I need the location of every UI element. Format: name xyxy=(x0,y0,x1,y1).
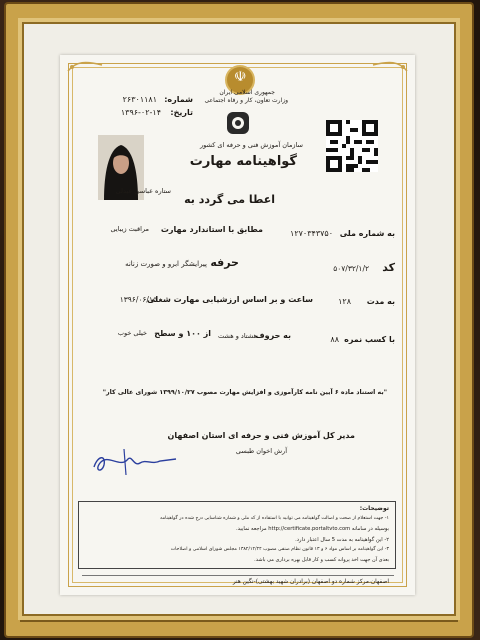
signatory-name: آرش اخوان طبسی xyxy=(235,447,287,455)
notice-line-2: بوسیله در سامانه http://certificate.portaltvto.com مراجعه نمایید. xyxy=(235,526,389,532)
corner-ornament-icon xyxy=(371,61,409,73)
national-id-label: به شماره ملی xyxy=(339,229,395,238)
code-label: کد xyxy=(382,261,395,274)
national-id-value: ۱۲۷۰۳۴۳۷۵۰ xyxy=(290,229,333,238)
code-value: ۵۰۷/۳۲/۱/۲ xyxy=(333,264,369,273)
corner-ornament-icon xyxy=(66,61,104,73)
number-value: ۲۶۳۰۱۱۸۱ xyxy=(122,95,157,104)
score-label: با کسب نمره xyxy=(344,335,395,344)
tvto-logo-icon xyxy=(223,108,253,138)
date-label: تاریخ: xyxy=(170,108,193,117)
recipient-name: ستاره عباسی عیدلی xyxy=(115,187,171,195)
organization-name: سازمان آموزش فنی و حرفه ای کشور xyxy=(199,141,303,149)
certificate-title: گواهینامه مهارت xyxy=(189,154,297,169)
standard-value: مراقبت زیبایی xyxy=(110,225,149,233)
signatory-title: مدیر کل آموزش فنی و حرفه ای استان اصفهان xyxy=(167,431,355,440)
qr-code-icon xyxy=(326,120,378,172)
profession-label: حرفه xyxy=(210,256,239,269)
footer-address: اصفهان،مرکز شماره دو اصفهان (برادران شهید بهشتی)-نگین هنر xyxy=(232,579,389,585)
score-max: از ۱۰۰ و سطح xyxy=(154,329,211,338)
score-words-label: به حروف xyxy=(255,331,291,340)
notice-line-1: ۱- جهت استعلام از صحت و اصالت گواهینامه می توانید با استفاده از کد ملی و شماره شناسایی درج شده در گواهینامه xyxy=(160,516,389,521)
ministry-name: وزارت تعاون، کار و رفاه اجتماعی xyxy=(204,97,288,104)
evaluation-date: ۱۳۹۶/۰۶/۱۵ xyxy=(119,295,157,304)
duration-text: ساعت و بر اساس ارزشیابی مهارت شغلی xyxy=(147,295,313,304)
certificate-paper xyxy=(60,55,415,595)
number-label: شماره: xyxy=(164,95,193,104)
notice-line-5: بعدی آن جهت اخذ پروانه کسب و کار قابل بهره برداری می باشد. xyxy=(254,557,389,563)
granted-to-label: اعطا می گردد به xyxy=(184,193,275,206)
notice-heading: توضیحات: xyxy=(359,505,389,512)
signature-icon xyxy=(90,445,180,477)
level-value: خیلی خوب xyxy=(117,329,147,337)
footer-divider xyxy=(82,575,394,576)
date-value: ۱۳۹۶-۰۲-۱۴ xyxy=(120,108,161,117)
country-name: جمهوری اسلامی ایران xyxy=(219,89,275,96)
duration-label: به مدت xyxy=(366,297,395,306)
standard-label: مطابق با استاندارد مهارت xyxy=(160,225,263,234)
score-value: ۸۸ xyxy=(330,335,339,344)
duration-value: ۱۲۸ xyxy=(338,297,351,306)
score-words: هشتاد و هشت xyxy=(218,332,257,340)
profession-value: پیرایشگر ابرو و صورت زنانه xyxy=(125,260,207,268)
iran-emblem-icon: ☫ xyxy=(225,65,255,95)
notice-line-3: ۲- این گواهینامه به مدت 5 سال اعتبار دارد. xyxy=(295,537,389,543)
notice-line-4: ۳- این گواهینامه بر اساس مواد ۶ و ۱۳ قانون نظام صنفی مصوب ۱۳۸۲/۱۲/۲۴ مجلس شورای اسلامی و اصلاحات xyxy=(170,547,389,552)
legal-note: "به استناد ماده ۶ آیین نامه کارآموزی و افزایش مهارت مصوب ۱۳۹۹/۱۰/۲۷ شورای عالی کار" xyxy=(102,389,387,396)
